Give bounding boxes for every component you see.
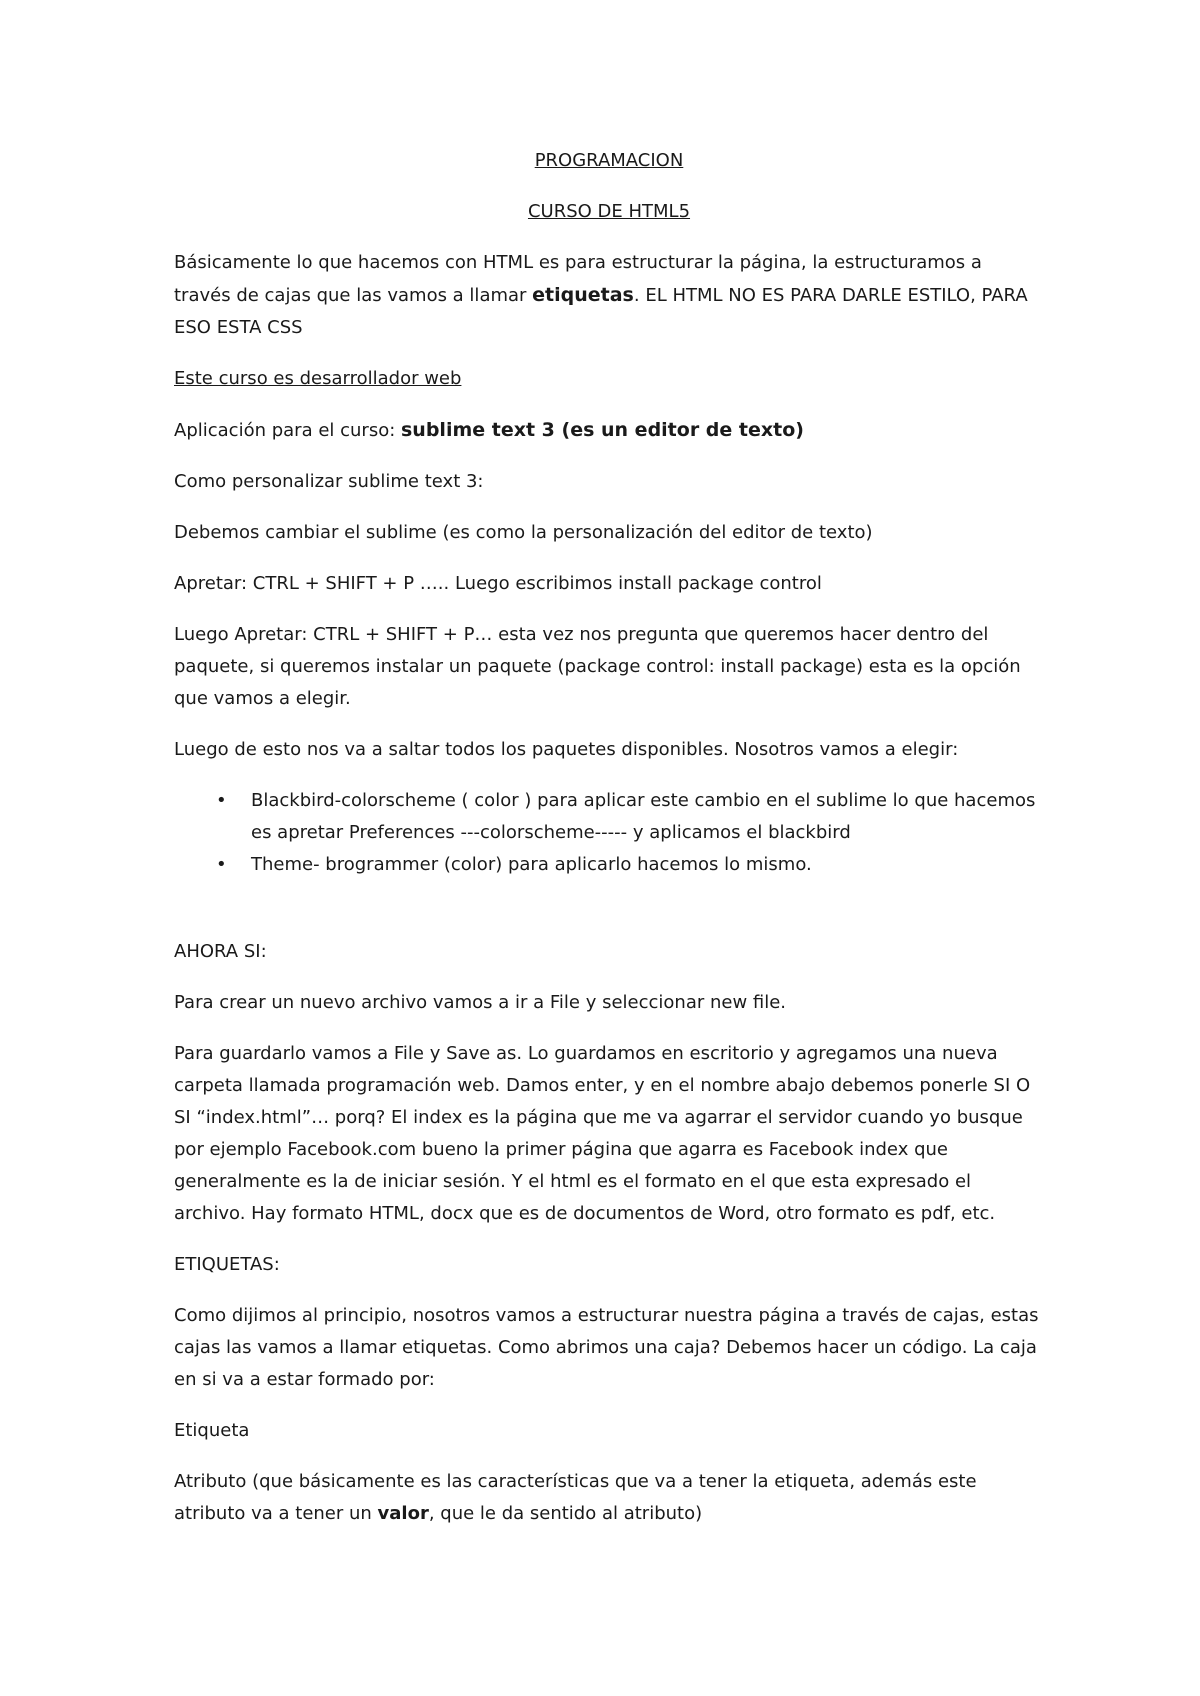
app-bold: sublime text 3 (es un editor de texto) [401, 419, 804, 441]
tags-paragraph: Como dijimos al principio, nosotros vamos a estructurar nuestra página a través de cajas, estas cajas las vamos a llamar etiquetas. Como abrimos una caja? Debemos hacer un código. La caja en si va a estar formado por: [174, 1305, 1039, 1390]
step3-paragraph: Luego de esto nos va a saltar todos los paquetes disponibles. Nosotros vamos a elegir: [174, 739, 959, 760]
course-note: Este curso es desarrollador web [174, 368, 462, 389]
section-spacer [174, 881, 1044, 936]
list-item [174, 785, 1044, 849]
intro-text-2: . EL HTML NO ES PARA DARLE ESTILO, PARA ESO ESTA CSS [174, 285, 1028, 338]
list-item [174, 849, 1044, 881]
app-paragraph [174, 414, 1044, 447]
bullet-icon: • [216, 790, 227, 811]
step2-paragraph: Luego Apretar: CTRL + SHIFT + P… esta vez nos pregunta que queremos hacer dentro del paquete, si queremos instalar un paquete (package control: install package) esta es la opción que vamos a elegir. [174, 624, 1021, 709]
list-item-text: Blackbird-colorscheme ( color ) para aplicar este cambio en el sublime lo que hacemos es apretar Preferences ---colorscheme----- y aplicamos el blackbird [251, 790, 1036, 843]
intro-paragraph [174, 247, 1044, 344]
tag-word: Etiqueta [174, 1420, 250, 1441]
list-item-text: Theme- brogrammer (color) para aplicarlo hacemos lo mismo. [251, 854, 812, 875]
now-heading: AHORA SI: [174, 941, 267, 962]
attribute-text-2: , que le da sentido al atributo) [428, 1503, 703, 1524]
document-title: PROGRAMACION [534, 150, 684, 171]
personalize-title: Como personalizar sublime text 3: [174, 471, 484, 492]
step1-paragraph: Apretar: CTRL + SHIFT + P ….. Luego escribimos install package control [174, 573, 822, 594]
new-file-paragraph: Para crear un nuevo archivo vamos a ir a File y seleccionar new file. [174, 992, 787, 1013]
app-prefix: Aplicación para el curso: [174, 420, 401, 441]
attribute-paragraph [174, 1466, 1044, 1530]
intro-bold: etiquetas [532, 284, 634, 306]
save-paragraph: Para guardarlo vamos a File y Save as. Lo guardamos en escritorio y agregamos una nueva carpeta llamada programación web. Damos enter, y en el nombre abajo debemos ponerle SI O SI “index.html”… porq? El index es la página que me va agarrar el servidor cuando yo busque por ejemplo Facebook.com bueno la primer página que agarra es Facebook index que generalmente es la de iniciar sesión. Y el html es el formato en el que esta expresado el archivo. Hay formato HTML, docx que es de documentos de Word, otro formato es pdf, etc. [174, 1043, 1031, 1224]
intro-text-1: Básicamente lo que hacemos con HTML es para estructurar la página, la estructuramos a través de cajas que las vamos a llamar [174, 252, 982, 306]
tags-heading: ETIQUETAS: [174, 1254, 280, 1275]
attribute-text-1: Atributo (que básicamente es las características que va a tener la etiqueta, además este atributo va a tener un [174, 1471, 977, 1524]
package-list [174, 785, 1044, 881]
document-body [174, 145, 1044, 1549]
bullet-icon: • [216, 854, 227, 875]
document-subtitle: CURSO DE HTML5 [527, 201, 691, 222]
attribute-bold: valor [377, 1503, 429, 1524]
change-sublime-paragraph: Debemos cambiar el sublime (es como la personalización del editor de texto) [174, 522, 873, 543]
